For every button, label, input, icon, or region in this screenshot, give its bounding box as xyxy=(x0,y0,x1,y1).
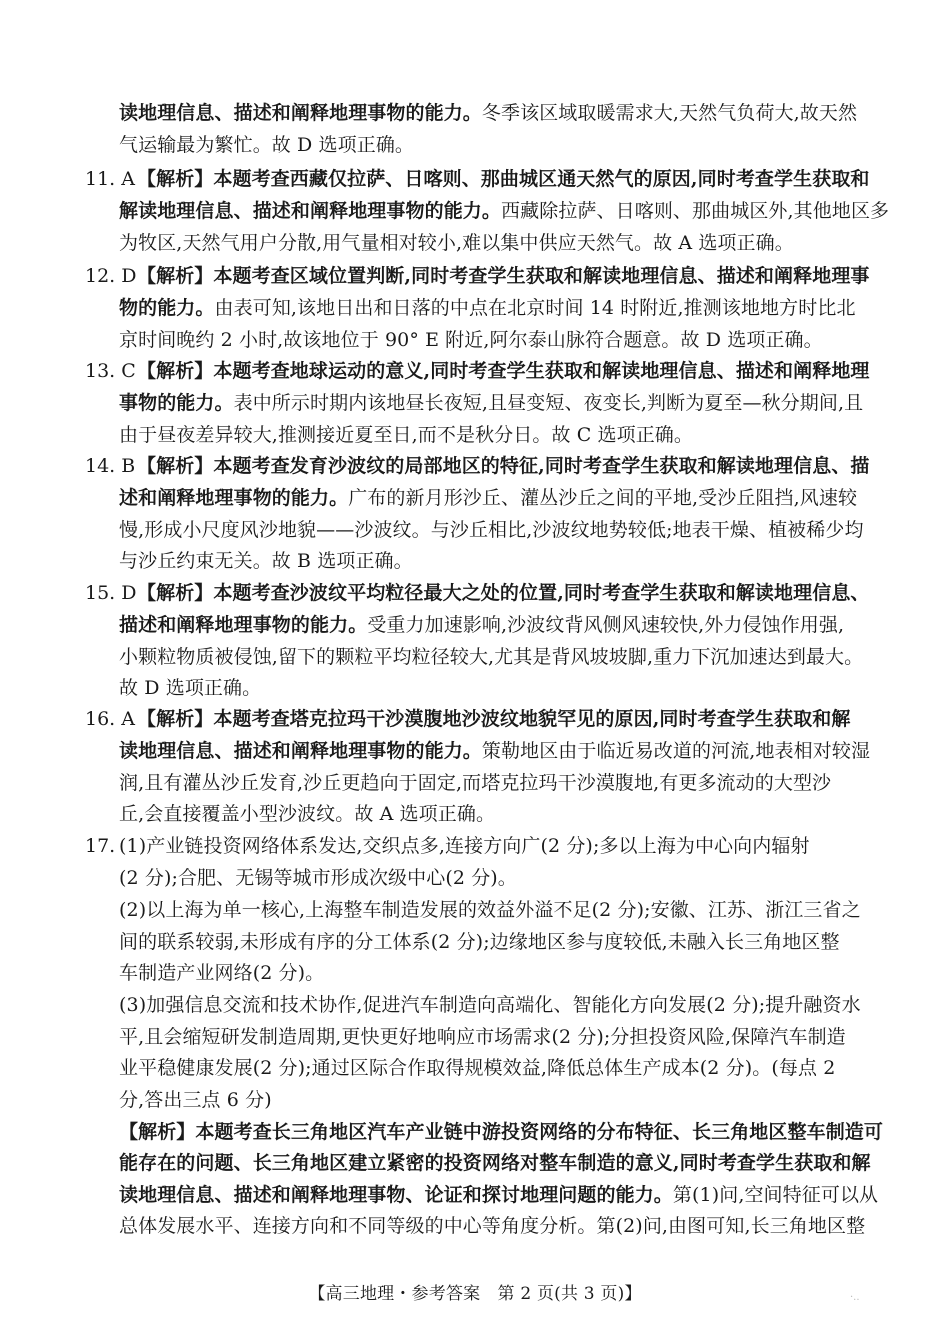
q17-part3-line-1: (3)加强信息交流和技术协作,促进汽车制造向高端化、智能化方向发展(2 分);提升融资水 xyxy=(119,994,861,1016)
q17-analysis-line-2: 能存在的问题、长三角地区建立紧密的投资网络对整车制造的意义,同时考查学生获取和解 xyxy=(119,1152,871,1174)
q13-line-3: 由于昼夜差异较大,推测接近夏至日,而不是秋分日。故 C 选项正确。 xyxy=(119,424,693,446)
q17-part1-line-2: (2 分);合肥、无锡等城市形成次级中心(2 分)。 xyxy=(119,867,517,889)
q11-heading: 【解析】本题考查西藏仅拉萨、日喀则、那曲城区通天然气的原因,同时考查学生获取和 xyxy=(137,168,870,190)
page-footer: 【高三地理・参考答案 第 2 页(共 3 页)】 xyxy=(308,1284,642,1304)
q17-analysis-line-3: 读地理信息、描述和阐释地理事物、论证和探讨地理问题的能力。第(1)问,空间特征可以从 xyxy=(119,1184,879,1206)
q17-part1-line-1: (1)产业链投资网络体系发达,交织点多,连接方向广(2 分);多以上海为中心向内辐射 xyxy=(119,835,810,857)
q14-line-2: 述和阐释地理事物的能力。广布的新月形沙丘、灌丛沙丘之间的平地,受沙丘阻挡,风速较 xyxy=(119,487,858,509)
q10-line-1: 读地理信息、描述和阐释地理事物的能力。冬季该区域取暖需求大,天然气负荷大,故天然 xyxy=(119,102,858,124)
q16-line-3: 润,且有灌丛沙丘发育,沙丘更趋向于固定,而塔克拉玛干沙漠腹地,有更多流动的大型沙 xyxy=(119,772,832,794)
q17-analysis-line-4: 总体发展水平、连接方向和不同等级的中心等角度分析。第(2)问,由图可知,长三角地区整 xyxy=(119,1215,866,1237)
q15-line-2: 描述和阐释地理事物的能力。受重力加速影响,沙波纹背风侧风速较快,外力侵蚀作用强, xyxy=(119,614,845,636)
q13-heading: 【解析】本题考查地球运动的意义,同时考查学生获取和解读地理信息、描述和阐释地理 xyxy=(137,360,870,382)
q14-number: 14. B xyxy=(85,455,136,477)
q16-number: 16. A xyxy=(85,708,135,730)
q17-part3-line-2: 平,且会缩短研发制造周期,更快更好地响应市场需求(2 分);分担投资风险,保障汽车制造 xyxy=(119,1026,846,1048)
q11-line-2: 解读地理信息、描述和阐释地理事物的能力。西藏除拉萨、日喀则、那曲城区外,其他地区多 xyxy=(119,200,890,222)
q15-line-3: 小颗粒物质被侵蚀,留下的颗粒平均粒径较大,尤其是背风坡坡脚,重力下沉加速达到最大。 xyxy=(119,646,864,668)
q17-part3-line-4: 分,答出三点 6 分) xyxy=(119,1089,272,1111)
q17-part2-line-2: 间的联系较弱,未形成有序的分工体系(2 分);边缘地区参与度较低,未融入长三角地区整 xyxy=(119,931,840,953)
q12-number: 12. D xyxy=(85,265,137,287)
q11-number: 11. A xyxy=(85,168,135,190)
q14-line-3: 慢,形成小尺度风沙地貌——沙波纹。与沙丘相比,沙波纹地势较低;地表干燥、植被稀少均 xyxy=(119,519,864,541)
q10-line-2: 气运输最为繁忙。故 D 选项正确。 xyxy=(119,134,415,156)
q12-line-2: 物的能力。由表可知,该地日出和日落的中点在北京时间 14 时附近,推测该地地方时比北 xyxy=(119,297,856,319)
q12-heading: 【解析】本题考查区域位置判断,同时考查学生获取和解读地理信息、描述和阐释地理事 xyxy=(137,265,870,287)
q16-heading: 【解析】本题考查塔克拉玛干沙漠腹地沙波纹地貌罕见的原因,同时考查学生获取和解 xyxy=(137,708,851,730)
q17-part2-line-1: (2)以上海为单一核心,上海整车制造发展的效益外溢不足(2 分);安徽、江苏、浙江三省之 xyxy=(119,899,861,921)
q17-number: 17. xyxy=(85,835,116,857)
q14-line-4: 与沙丘约束无关。故 B 选项正确。 xyxy=(119,550,413,572)
q17-part2-line-3: 车制造产业网络(2 分)。 xyxy=(119,962,325,984)
q15-line-4: 故 D 选项正确。 xyxy=(119,677,262,699)
q17-part3-line-3: 业平稳健康发展(2 分);通过区际合作取得规模效益,降低总体生产成本(2 分)。(每点 2 xyxy=(119,1057,836,1079)
q16-line-4: 丘,会直接覆盖小型沙波纹。故 A 选项正确。 xyxy=(119,803,496,825)
q12-line-3: 京时间晚约 2 小时,故该地位于 90° E 附近,阿尔泰山脉符合题意。故 D 选项正确。 xyxy=(119,329,823,351)
q11-line-3: 为牧区,天然气用户分散,用气量相对较小,难以集中供应天然气。故 A 选项正确。 xyxy=(119,232,794,254)
q17-analysis-line-1: 【解析】本题考查长三角地区汽车产业链中游投资网络的分布特征、长三角地区整车制造可 xyxy=(119,1121,884,1143)
q14-heading: 【解析】本题考查发育沙波纹的局部地区的特征,同时考查学生获取和解读地理信息、描 xyxy=(137,455,870,477)
q13-number: 13. C xyxy=(85,360,136,382)
q13-line-2: 事物的能力。表中所示时期内该地昼长夜短,且昼变短、夜变长,判断为夏至—秋分期间,且 xyxy=(119,392,864,414)
q15-heading: 【解析】本题考查沙波纹平均粒径最大之处的位置,同时考查学生获取和解读地理信息、 xyxy=(137,582,870,604)
scan-mark: ·.. xyxy=(850,1292,860,1303)
q16-line-2: 读地理信息、描述和阐释地理事物的能力。策勒地区由于临近易改道的河流,地表相对较湿 xyxy=(119,740,871,762)
q15-number: 15. D xyxy=(85,582,137,604)
